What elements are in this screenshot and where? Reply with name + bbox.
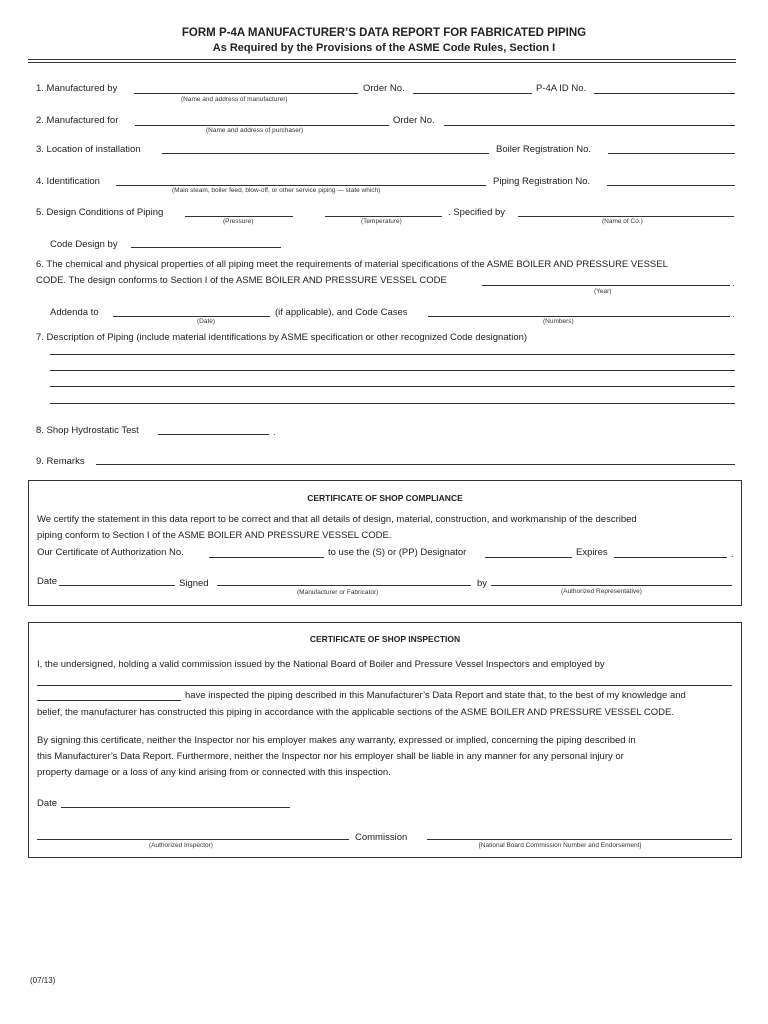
year-field[interactable] (482, 285, 730, 286)
inspection-line-2: have inspected the piping described in this Manufacturer’s Data Report and state that, to the best of my knowledge and (185, 690, 686, 701)
disclaimer-line-2: this Manufacturer’s Data Report. Furthermore, neither the Inspector nor his employer shall be liable in any manner for any personal injury or (37, 751, 624, 762)
disclaimer-line-3: property damage or a loss of any kind arising from or connected with this inspection. (37, 767, 391, 778)
inspection-certificate-box (28, 622, 742, 858)
inspection-line-3: belief, the manufacturer has constructed this piping in accordance with the applicable sections of the ASME BOILER AND PRESSURE VESSEL CODE. (37, 707, 674, 718)
remarks-field[interactable] (96, 464, 735, 465)
designator-label: to use the (S) or (PP) Designator (328, 547, 467, 558)
employer-field[interactable] (37, 685, 732, 686)
employer-field-2[interactable] (37, 700, 181, 701)
hydrostatic-test-label: 8. Shop Hydrostatic Test (36, 425, 139, 436)
form-subtitle: As Required by the Provisions of the ASME Code Rules, Section I (212, 42, 556, 54)
location-label: 3. Location of installation (36, 144, 141, 155)
temperature-caption: (Temperature) (361, 218, 402, 225)
addenda-label: Addenda to (50, 307, 99, 318)
manufactured-by-field[interactable] (134, 93, 358, 94)
inspection-date-label: Date (37, 798, 58, 809)
code-design-label: Code Design by (50, 239, 118, 250)
identification-caption: (Main steam, boiler feed, blow-off, or other service piping — state which) (172, 187, 381, 194)
code-cases-field[interactable] (428, 316, 730, 317)
location-field[interactable] (162, 153, 489, 154)
order-no-field-1[interactable] (413, 93, 532, 94)
disclaimer-line-1: By signing this certificate, neither the Inspector nor his employer makes any warranty, expressed or implied, concerning the piping described in (37, 735, 636, 746)
designator-field[interactable] (485, 557, 572, 558)
representative-field[interactable] (491, 585, 732, 586)
boiler-registration-label: Boiler Registration No. (496, 144, 592, 155)
compliance-line-1: We certify the statement in this data report to be correct and that all details of design, material, construction, and workmanship of the described (37, 514, 637, 525)
p4a-id-field[interactable] (594, 93, 735, 94)
pressure-field[interactable] (185, 216, 293, 217)
p4a-id-label: P-4A ID No. (536, 83, 587, 94)
item6-line2: CODE. The design conforms to Section I of the ASME BOILER AND PRESSURE VESSEL CODE (36, 275, 447, 286)
form-title: FORM P-4A MANUFACTURER’S DATA REPORT FOR FABRICATED PIPING (181, 27, 587, 39)
specified-by-field[interactable] (518, 216, 734, 217)
description-line-2[interactable] (50, 370, 735, 371)
compliance-date-field[interactable] (59, 585, 175, 586)
hydrostatic-test-field[interactable] (158, 434, 269, 435)
description-line-3[interactable] (50, 386, 735, 387)
compliance-heading: CERTIFICATE OF SHOP COMPLIANCE (307, 493, 463, 503)
identification-label: 4. Identification (36, 176, 100, 187)
identification-field[interactable] (116, 185, 486, 186)
addenda-date-caption: (Date) (197, 318, 216, 325)
description-label: 7. Description of Piping (include material identifications by ASME specification or other recognized Code designation) (36, 332, 528, 343)
year-caption: (Year) (594, 288, 612, 295)
header-rule-top (28, 59, 736, 60)
compliance-certificate-box (28, 480, 742, 606)
commission-label: Commission (355, 832, 408, 843)
order-no-field-2[interactable] (444, 125, 735, 126)
manufactured-by-label: 1. Manufactured by (36, 83, 118, 94)
design-conditions-label: 5. Design Conditions of Piping (36, 207, 164, 218)
hydrostatic-period: . (273, 427, 276, 438)
numbers-caption: (Numbers) (543, 318, 574, 325)
pressure-caption: (Pressure) (223, 218, 254, 225)
remarks-label: 9. Remarks (36, 456, 85, 467)
code-design-field[interactable] (131, 247, 281, 248)
authorized-inspector-caption: (Authorized Inspector) (149, 842, 213, 849)
expires-period: . (731, 549, 734, 560)
authorized-representative-caption: (Authorized Representative) (561, 588, 642, 595)
inspection-date-field[interactable] (61, 807, 290, 808)
inspection-heading: CERTIFICATE OF SHOP INSPECTION (309, 634, 461, 644)
header-rule-bottom (28, 62, 736, 63)
manufactured-for-field[interactable] (135, 125, 389, 126)
signed-field[interactable] (217, 585, 471, 586)
purchaser-caption: (Name and address of purchaser) (206, 127, 304, 134)
commission-field[interactable] (427, 839, 732, 840)
national-board-caption: [National Board Commission Number and Endorsement] (479, 842, 642, 849)
piping-registration-field[interactable] (607, 185, 735, 186)
description-line-1[interactable] (50, 354, 735, 355)
specified-by-label: . Specified by (448, 207, 506, 218)
order-no-label-2: Order No. (393, 115, 435, 126)
code-cases-label: (if applicable), and Code Cases (275, 307, 408, 318)
order-no-label-1: Order No. (363, 83, 405, 94)
addenda-date-field[interactable] (113, 316, 270, 317)
manufacturer-caption: (Name and address of manufacturer) (181, 96, 288, 103)
compliance-line-2: piping conform to Section I of the ASME BOILER AND PRESSURE VESSEL CODE. (37, 530, 392, 541)
expires-label: Expires (576, 547, 608, 558)
authorization-label: Our Certificate of Authorization No. (37, 547, 184, 558)
year-period: . (732, 278, 735, 289)
description-line-4[interactable] (50, 403, 735, 404)
compliance-date-label: Date (37, 576, 58, 587)
signed-label: Signed (179, 578, 209, 589)
manufacturer-fabricator-caption: (Manufacturer or Fabricator) (297, 589, 379, 596)
form-revision-code: (07/13) (30, 976, 56, 985)
authorization-no-field[interactable] (209, 557, 324, 558)
piping-registration-label: Piping Registration No. (493, 176, 591, 187)
code-cases-period: . (732, 309, 735, 320)
name-of-co-caption: (Name of Co.) (602, 218, 643, 225)
item6-line1: 6. The chemical and physical properties of all piping meet the requirements of material specifications of the ASME BOILER AND PRESSURE VESSEL (36, 259, 668, 270)
boiler-registration-field[interactable] (608, 153, 735, 154)
expires-field[interactable] (614, 557, 727, 558)
temperature-field[interactable] (325, 216, 442, 217)
inspector-signature-field[interactable] (37, 839, 349, 840)
by-label: by (477, 578, 488, 589)
manufactured-for-label: 2. Manufactured for (36, 115, 119, 126)
inspection-line-1: I, the undersigned, holding a valid commission issued by the National Board of Boiler and Pressure Vessel Inspectors and employed by (37, 659, 605, 670)
